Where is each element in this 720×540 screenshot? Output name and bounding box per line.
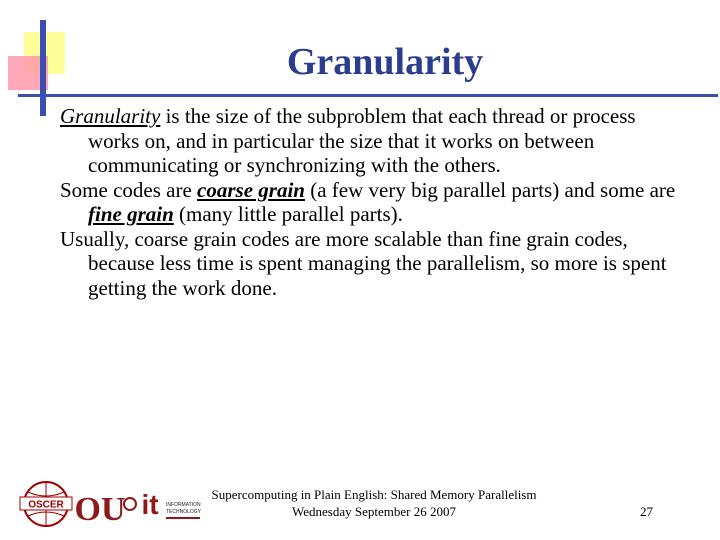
slide-footer: [196, 486, 552, 520]
paragraph-scalability: [60, 227, 680, 301]
paragraph-text: (a few very big parallel parts) and some are: [304, 177, 676, 202]
slide-title: Granularity: [286, 41, 484, 83]
oscer-logo: [16, 480, 76, 528]
oscer-logo-text: OSCER: [28, 499, 64, 511]
it-logo-text: it: [141, 489, 159, 520]
slide-body: [60, 104, 680, 300]
corner-vertical-line: [40, 20, 46, 116]
paragraph-text: (many little parallel parts).: [173, 202, 403, 226]
term-granularity: Granularity: [60, 104, 161, 128]
footer-line-1: Supercomputing in Plain English: Shared Memory Parallelism: [211, 487, 537, 502]
paragraph-coarse-fine: [60, 178, 680, 227]
it-logo-sub2: TECHNOLOGY: [166, 509, 202, 515]
paragraph-text: Some codes are: [60, 177, 198, 202]
it-logo-sub1: INFORMATION: [166, 502, 201, 508]
paragraph-text: is the size of the subproblem that each thread or process works on, and in particular the size that it works on between communicating or synchronizing with the others.: [88, 104, 636, 177]
ou-it-logo: [120, 484, 202, 526]
paragraph-text: Usually, coarse grain codes are more scalable than fine grain codes, because less time is spent managing the parallelism, so more is spent getting the work done.: [60, 226, 667, 300]
term-coarse-grain: coarse grain: [197, 177, 305, 202]
ou-logo: [74, 484, 126, 528]
ou-logo-text: OU: [74, 491, 126, 528]
title-underline-rule: [18, 94, 718, 97]
term-fine-grain: fine grain: [88, 202, 174, 226]
paragraph-granularity: [60, 104, 680, 178]
slide-number: 27: [640, 504, 653, 519]
footer-line-2: Wednesday September 26 2007: [292, 504, 456, 519]
